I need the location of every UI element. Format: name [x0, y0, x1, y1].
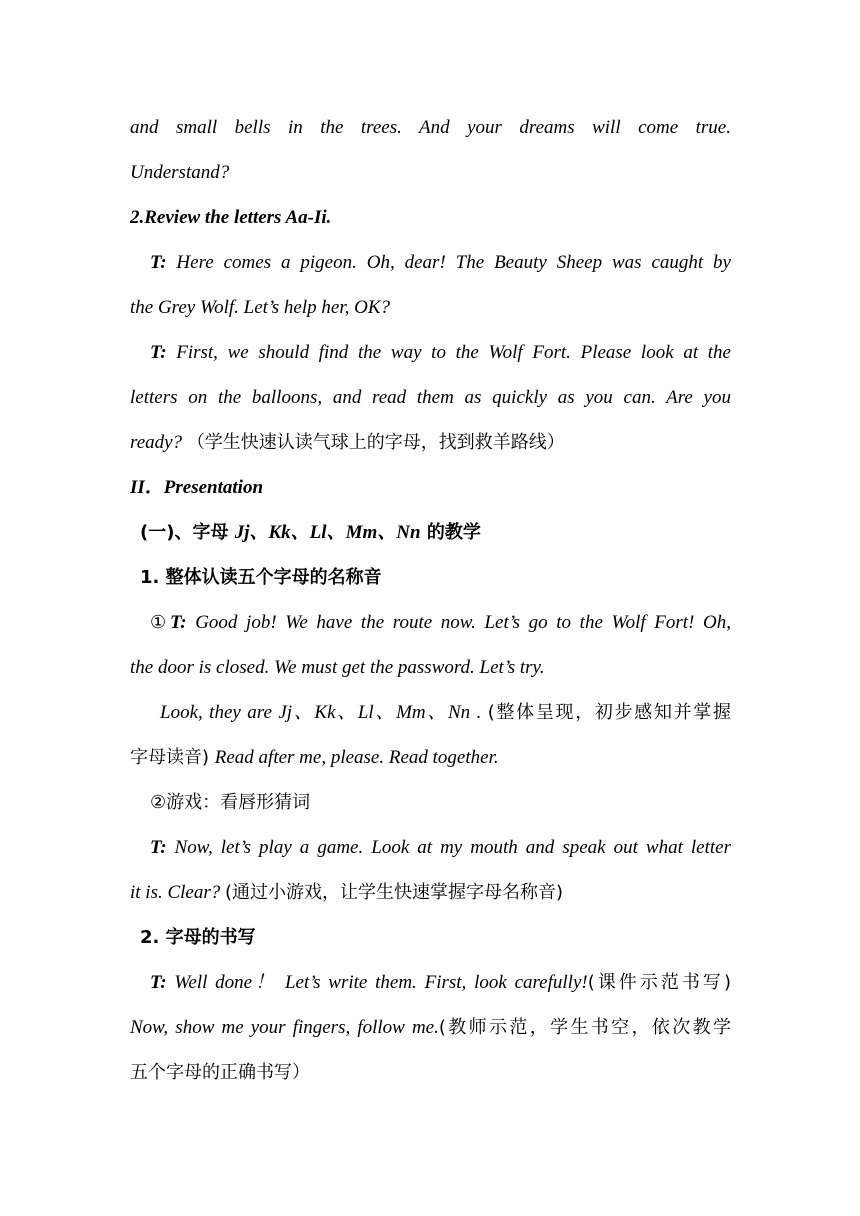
text-run: Good job! We have the route now. Let’s go to the Wolf Fort! Oh, — [186, 612, 731, 633]
section-heading-presentation — [130, 465, 731, 510]
heading-text: (一)、字母 — [140, 522, 235, 543]
paragraph-line — [130, 735, 731, 780]
section-heading-review — [130, 195, 731, 240]
text-run-cn: (整体呈现，初步感知并掌握 — [487, 702, 731, 723]
text-run: Now, let’s play a game. Look at my mouth and speak out what letter — [166, 837, 731, 858]
paragraph-line — [130, 105, 731, 150]
speaker-label: T: — [150, 837, 167, 858]
paragraph-line — [130, 420, 731, 465]
speaker-label: T: — [150, 252, 167, 273]
paragraph-line — [130, 780, 731, 825]
text-run-cn: (教师示范，学生书空，依次教学 — [438, 1017, 731, 1038]
subsection-heading — [130, 510, 731, 555]
text-run: First, we should find the way to the Wolf Fort. Please look at the — [166, 342, 731, 363]
circled-number: ① — [150, 612, 171, 633]
text-run-cn: ②游戏：看唇形猜词 — [150, 792, 311, 813]
heading-text: 1. 整体认读五个字母的名称音 — [140, 567, 382, 588]
text-run: and small bells in the trees. And your dreams will come true. — [130, 117, 731, 138]
paragraph-line — [130, 825, 731, 870]
paragraph-line — [130, 375, 731, 420]
paragraph-line — [130, 285, 731, 330]
text-run: ready? — [130, 432, 187, 453]
text-run: Understand? — [130, 162, 230, 183]
speaker-label: T: — [170, 612, 187, 633]
text-run: Well done！ Let’s write them. First, look carefully! — [166, 972, 588, 993]
text-run: the door is closed. We must get the password. Let’s try. — [130, 657, 545, 678]
text-run: Here comes a pigeon. Oh, dear! The Beauty Sheep was caught by — [166, 252, 731, 273]
text-run-cn: （学生快速认读气球上的字母，找到救羊路线） — [186, 432, 565, 453]
paragraph-line — [130, 1050, 731, 1095]
paragraph-line — [130, 240, 731, 285]
speaker-label: T: — [150, 972, 167, 993]
text-run: it is. Clear? — [130, 882, 226, 903]
heading-text: 的教学 — [420, 522, 481, 543]
paragraph-line — [130, 150, 731, 195]
paragraph-line — [130, 1005, 731, 1050]
item-heading — [130, 555, 731, 600]
paragraph-line — [130, 645, 731, 690]
text-run-cn: (课件示范书写) — [587, 972, 731, 993]
paragraph-line — [130, 870, 731, 915]
text-run-cn: (通过小游戏，让学生快速掌握字母名称音) — [225, 882, 564, 903]
item-heading — [130, 915, 731, 960]
text-run: Now, show me your fingers, follow me. — [130, 1017, 439, 1038]
paragraph-line — [130, 330, 731, 375]
heading-text: 2. 字母的书写 — [140, 927, 256, 948]
text-run: Look, they are Jj、Kk、Ll、Mm、Nn . — [160, 702, 488, 723]
paragraph-line — [130, 600, 731, 645]
text-run-cn: 字母读音) — [130, 747, 215, 768]
text-run: Read after me, please. Read together. — [214, 747, 499, 768]
text-run-cn: 五个字母的正确书写） — [130, 1062, 310, 1083]
text-run: letters on the balloons, and read them as quickly as you can. Are you — [130, 387, 731, 408]
paragraph-line — [130, 690, 731, 735]
heading-text: II．Presentation — [130, 477, 264, 498]
heading-text: 2.Review the letters Aa-Ii. — [130, 207, 332, 228]
text-run: the Grey Wolf. Let’s help her, OK? — [130, 297, 391, 318]
heading-letters: Jj、Kk、Ll、Mm、Nn — [234, 522, 421, 543]
speaker-label: T: — [150, 342, 167, 363]
paragraph-line — [130, 960, 731, 1005]
